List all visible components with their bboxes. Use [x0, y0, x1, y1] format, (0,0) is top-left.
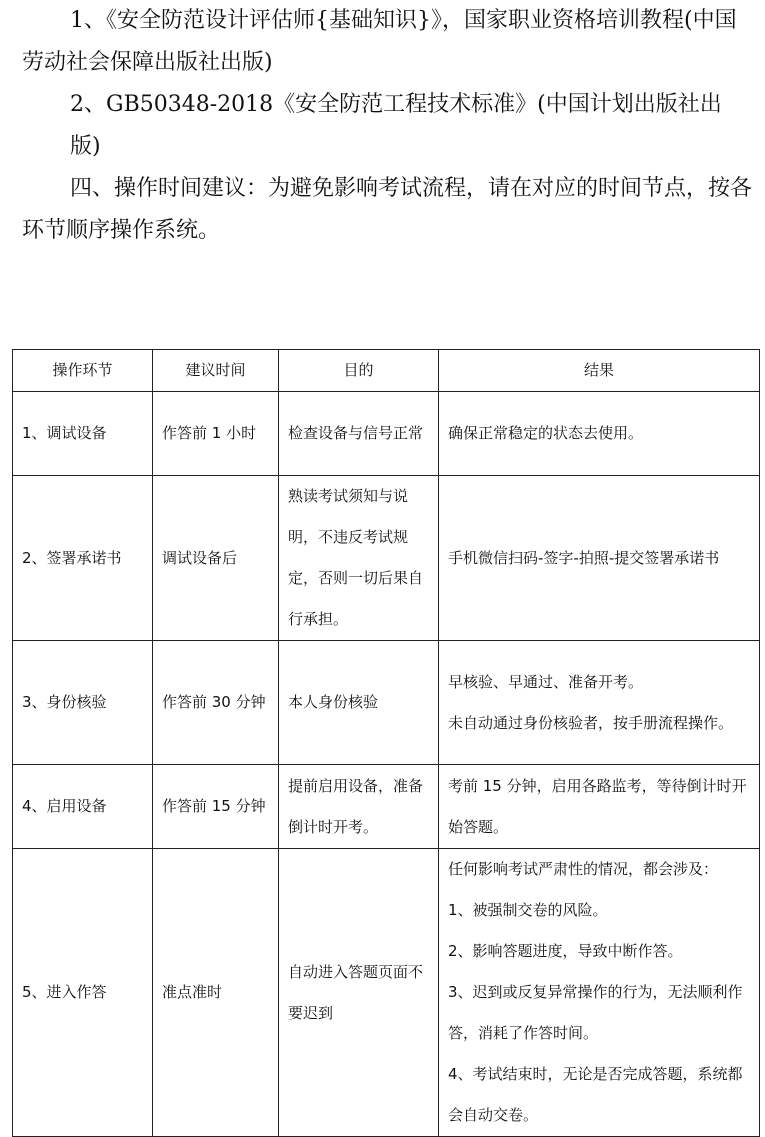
intro-text [22, 0, 752, 252]
result-line: 4、考试结束时，无论是否完成答题，系统都会自动交卷。 [448, 1065, 743, 1124]
table-header-row [13, 350, 760, 392]
result-cell [439, 392, 760, 476]
result-line: 2、影响答题进度，导致中断作答。 [448, 942, 683, 960]
result-cell [439, 476, 760, 641]
result-line: 1、被强制交卷的风险。 [448, 901, 608, 919]
step-cell: 1、调试设备 [13, 392, 153, 476]
header-step: 操作环节 [13, 350, 153, 392]
table-row [13, 849, 760, 1137]
time-cell: 作答前 1 小时 [153, 392, 279, 476]
table-row [13, 476, 760, 641]
table-row [13, 765, 760, 849]
table-row [13, 392, 760, 476]
time-cell: 准点准时 [153, 849, 279, 1137]
step-cell: 4、启用设备 [13, 765, 153, 849]
reference-book-1: 1、《安全防范设计评估师{基础知识}》，国家职业资格培训教程(中国劳动社会保障出版社出版) [22, 8, 737, 75]
result-line: 手机微信扫码-签字-拍照-提交签署承诺书 [448, 548, 720, 567]
header-purpose: 目的 [279, 350, 439, 392]
header-time: 建议时间 [153, 350, 279, 392]
time-cell: 作答前 30 分钟 [153, 641, 279, 765]
result-line: 3、迟到或反复异常操作的行为，无法顺利作答，消耗了作答时间。 [448, 983, 743, 1042]
result-line: 早核验、早通过、准备开考。 [448, 672, 644, 691]
result-line: 未自动通过身份核验者，按手册流程操作。 [448, 713, 734, 732]
result-line: 考前 15 分钟，启用各路监考，等待倒计时开始答题。 [448, 776, 747, 836]
purpose-cell: 提前启用设备，准备倒计时开考。 [279, 765, 439, 849]
reference-book-2: 2、GB50348-2018《安全防范工程技术标准》(中国计划出版社出版) [70, 92, 722, 159]
operation-schedule-table [12, 349, 760, 1137]
result-cell [439, 849, 760, 1137]
table-row [13, 641, 760, 765]
purpose-cell: 检查设备与信号正常 [279, 392, 439, 476]
result-cell [439, 765, 760, 849]
time-cell: 作答前 15 分钟 [153, 765, 279, 849]
step-cell: 5、进入作答 [13, 849, 153, 1137]
step-cell: 2、签署承诺书 [13, 476, 153, 641]
header-result: 结果 [439, 350, 760, 392]
purpose-cell: 自动进入答题页面不要迟到 [279, 849, 439, 1137]
step-cell: 3、身份核验 [13, 641, 153, 765]
section-four-heading: 四、操作时间建议：为避免影响考试流程，请在对应的时间节点，按各环节顺序操作系统。 [22, 176, 753, 243]
result-line: 确保正常稳定的状态去使用。 [448, 424, 644, 442]
result-line: 任何影响考试严肃性的情况，都会涉及： [448, 860, 719, 878]
purpose-cell: 本人身份核验 [279, 641, 439, 765]
result-cell [439, 641, 760, 765]
purpose-cell: 熟读考试须知与说明，不违反考试规定，否则一切后果自行承担。 [279, 476, 439, 641]
time-cell: 调试设备后 [153, 476, 279, 641]
